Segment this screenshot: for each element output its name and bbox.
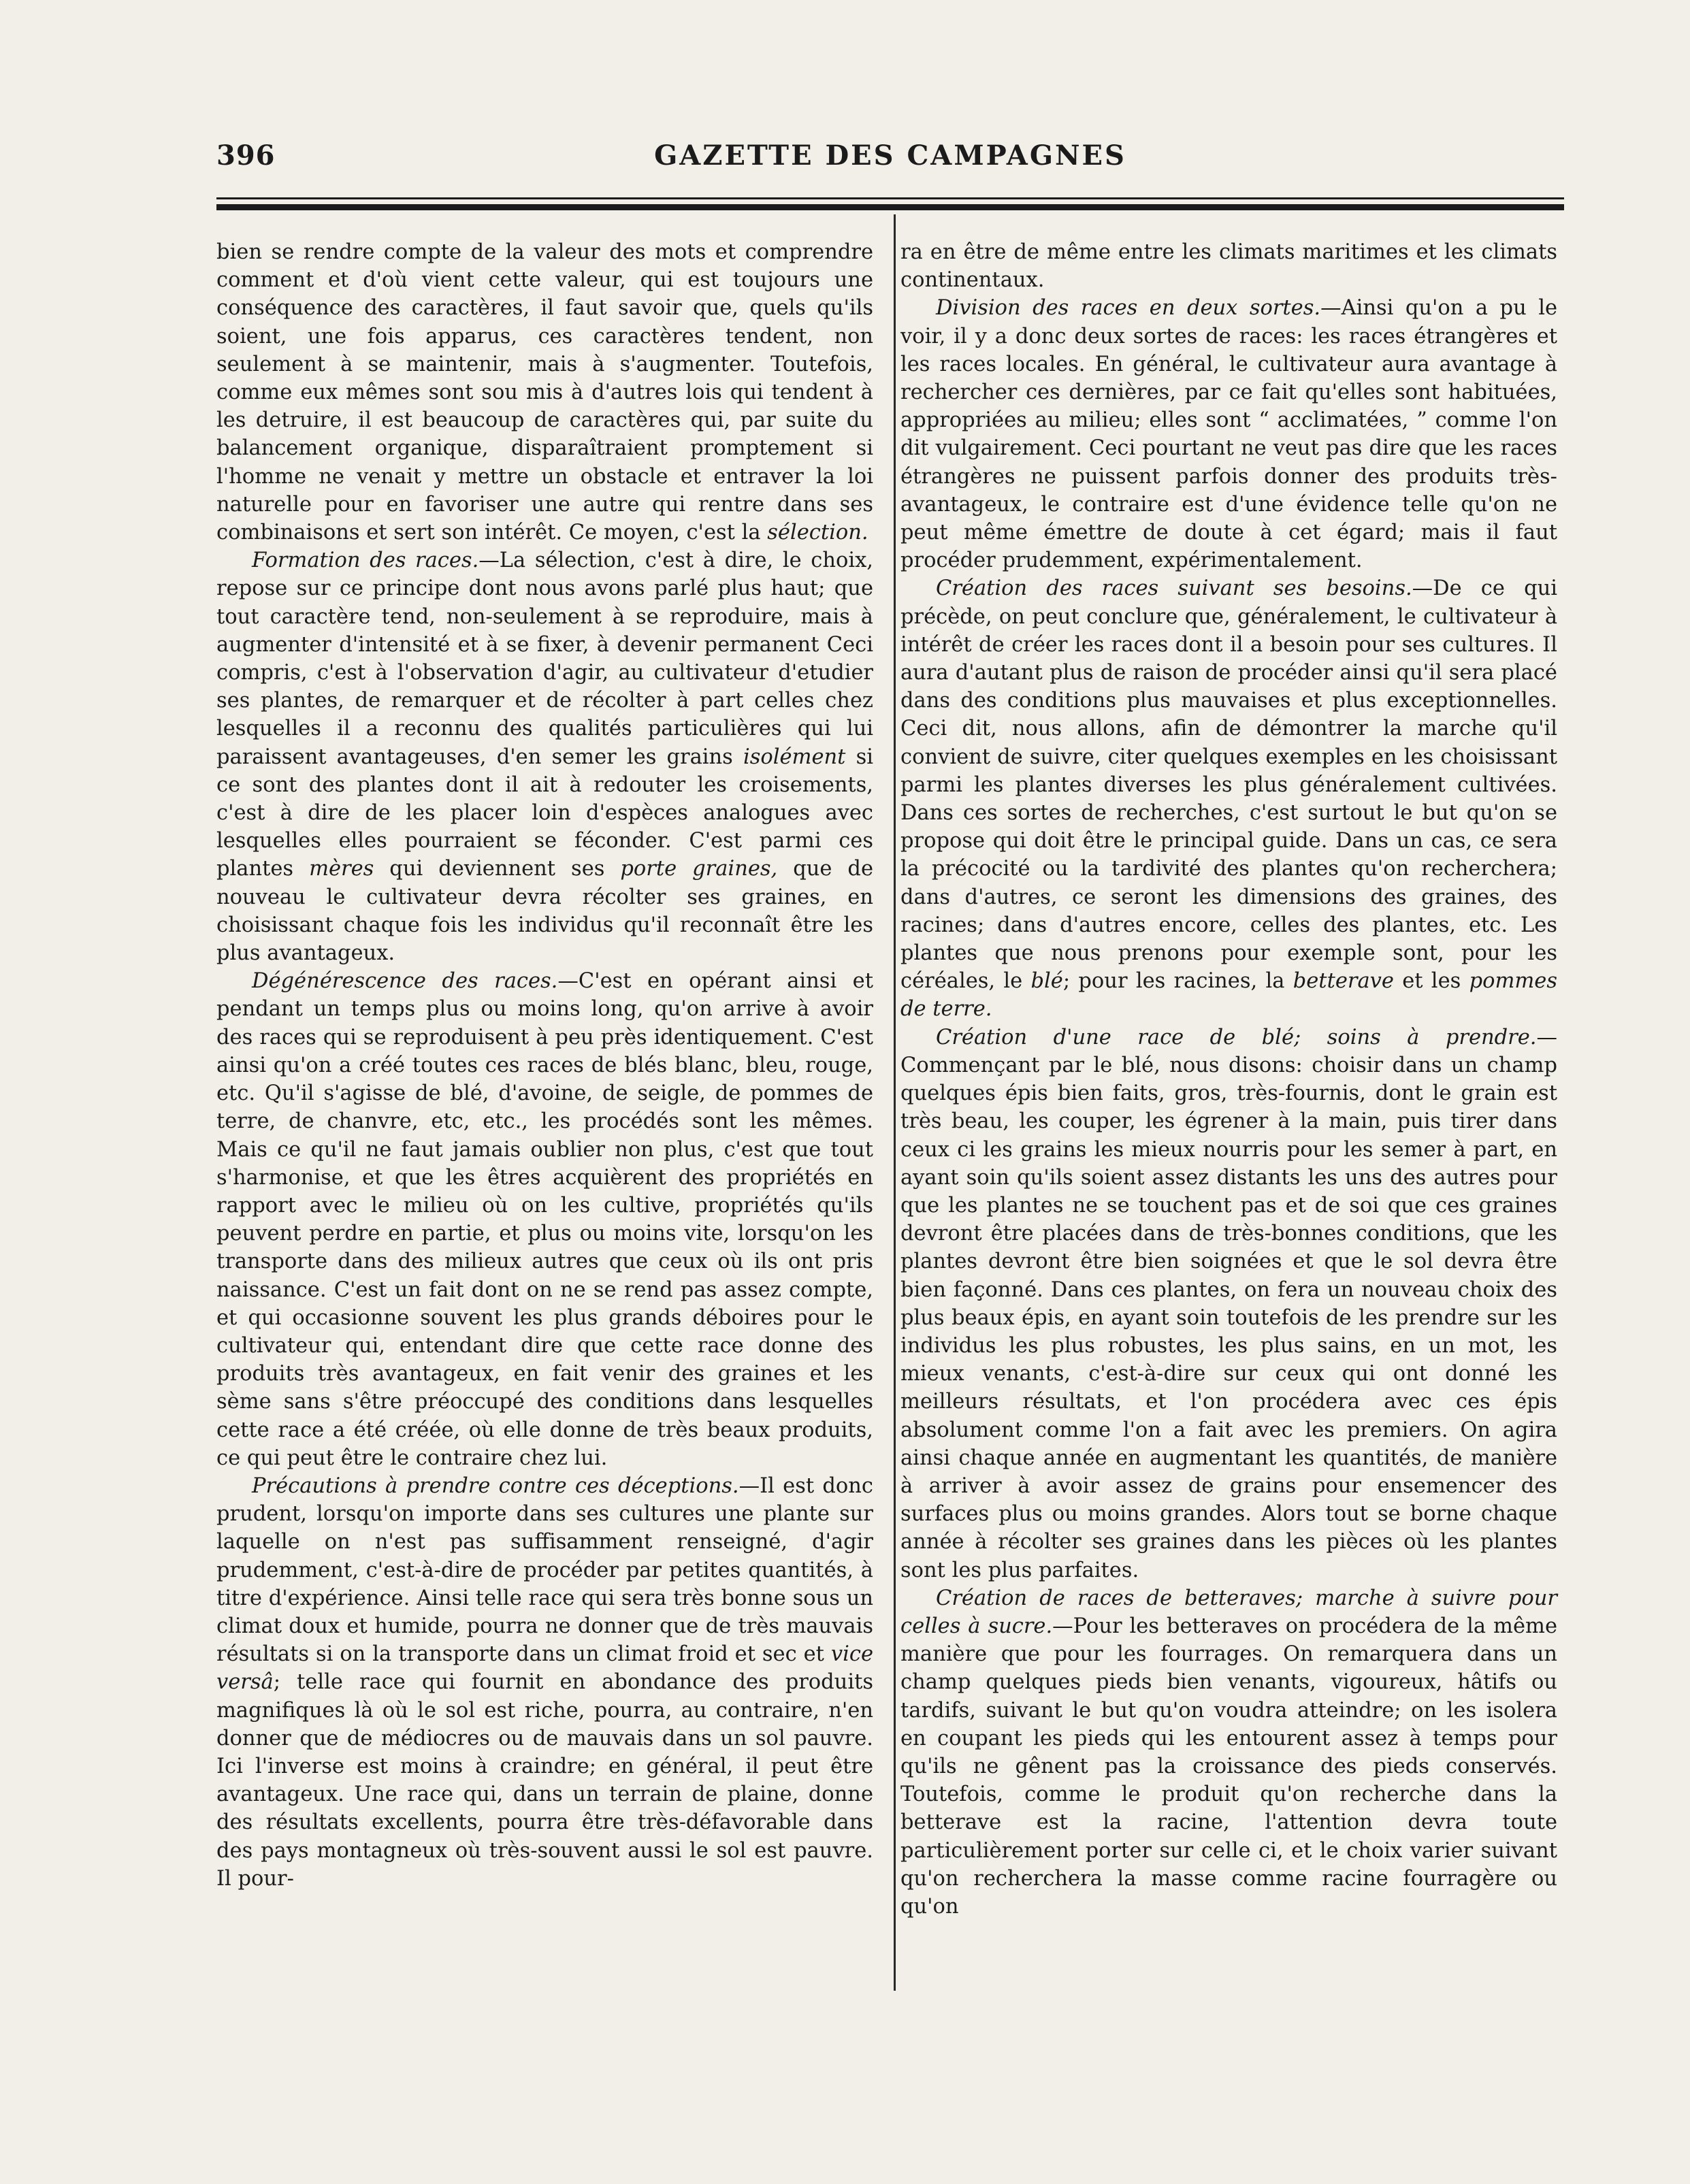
paragraph-text: ra en être de même entre les climats maritimes et les climats continentaux.: [900, 240, 1557, 293]
paragraph: [900, 294, 1557, 574]
paragraph-text: ; telle race qui fournit en abondance des produits magnifiques là où le sol est riche, pourra, au contraire, n'en donner que de médiocres ou de mauvais dans un sol pauvre. Ici l'inverse est moins à craindre; en général, il peut être avantageux. Une race qui, dans un terrain de plaine, donne des résultats excellents, pourra être très-défavorable dans des pays montagneux où très-souvent aussi le sol est pauvre. Il pour-: [216, 1670, 873, 1891]
emphasis-text: blé: [1030, 969, 1063, 994]
paragraph-text: si ce sont des plantes dont il ait à redouter les croisements, c'est à dire de les placer loin d'espèces analogues avec lesquelles elles pourraient se féconder. C'est parmi ces plantes: [216, 745, 873, 881]
emphasis-text: sélection.: [767, 521, 868, 545]
section-heading: Création d'une race de blé; soins à prendre.: [936, 1025, 1537, 1049]
emphasis-text: porte graines,: [620, 857, 778, 881]
emphasis-text: vice versâ: [216, 1642, 873, 1695]
page-header: [216, 140, 1564, 180]
left-column: [216, 238, 873, 1893]
section-heading: Précautions à prendre contre ces déceptions.: [252, 1473, 739, 1498]
paragraph: [900, 1584, 1557, 1921]
paragraph-text: qui deviennent ses: [374, 857, 621, 881]
paragraph: [216, 1472, 873, 1893]
paragraph: [216, 547, 873, 967]
section-heading: Création de races de betteraves; marche à suivre pour celles à sucre.: [900, 1586, 1557, 1638]
paragraph-text: —Il est donc prudent, lorsqu'on importe dans ses cultures une plante sur laquelle on n'est pas suffisamment renseigné, d'agir prudemment, c'est-à-dire de procéder par petites quantités, à titre d'expérience. Ainsi telle race qui sera très bonne sous un climat doux et humide, pourra ne donner que de très mauvais résultats si on la transporte dans un climat froid et sec et: [216, 1473, 873, 1667]
paragraph: [900, 1024, 1557, 1584]
section-heading: Formation des races.: [252, 549, 479, 573]
paragraph: [900, 574, 1557, 1023]
emphasis-text: mères: [309, 857, 374, 881]
journal-title: GAZETTE DES CAMPAGNES: [654, 140, 1126, 172]
section-heading: Dégénérescence des races.: [252, 969, 558, 994]
paragraph-text: —Pour les betteraves on procédera de la même manière que pour les fourrages. On remarquera dans un champ quelques pieds bien venants, vigoureux, hâtifs ou tardifs, suivant le but qu'on voudra atteindre; on les isolera en coupant les pieds qui les entourent assez à temps pour qu'ils ne gênent pas la croissance des pieds conservés. Toutefois, comme le produit qu'on recherche dans la betterave est la racine, l'attention devra toute particulièrement porter sur celle ci, et le choix varier suivant qu'on recherchera la masse comme racine fourragère ou qu'on: [900, 1614, 1557, 1919]
paragraph-text: —C'est en opérant ainsi et pendant un temps plus ou moins long, qu'on arrive à avoir des races qui se reproduisent à peu près identiquement. C'est ainsi qu'on a créé toutes ces races de blés blanc, bleu, rouge, etc. Qu'il s'agisse de blé, d'avoine, de seigle, de pommes de terre, de chanvre, etc, etc., les procédés sont les mêmes. Mais ce qu'il ne faut jamais oublier non plus, c'est que tout s'harmonise, et que les êtres acquièrent des propriétés en rapport avec le milieu où on les cultive, propriétés qu'ils peuvent perdre en partie, et plus ou moins vite, lorsqu'on les transporte dans des milieux autres que ceux où ils ont pris naissance. C'est un fait dont on ne se rend pas assez compte, et qui occasionne souvent les plus grands déboires pour le cultivateur qui, entendant dire que cette race donne des produits très avantageux, en fait venir des graines et les sème sans s'être préoccupé des conditions dans lesquelles cette race a été créée, où elle donne de très beaux produits, ce qui peut être le contraire chez lui.: [216, 969, 873, 1470]
emphasis-text: pommes de terre.: [900, 969, 1557, 1022]
section-heading: Division des races en deux sortes.: [936, 296, 1321, 321]
header-rule-thin: [216, 197, 1564, 199]
paragraph-text: —Commençant par le blé, nous disons: choisir dans un champ quelques épis bien faits, gros, très-fournis, dont le grain est très beau, les couper, les égrener à la main, puis tirer dans ceux ci les grains les mieux nourris pour les semer à part, en ayant soin qu'ils soient assez distants les uns des autres pour que les plantes ne se touchent pas et de soi que ces graines devront être placées dans de très-bonnes conditions, que les plantes devront être bien soignées et que le sol devra être bien façonné. Dans ces plantes, on fera un nouveau choix des plus beaux épis, en ayant soin toutefois de les prendre sur les individus les plus robustes, les plus sains, en un mot, les mieux venants, c'est-à-dire sur ceux qui ont donné les meilleurs résultats, et l'on procédera avec ces épis absolument comme l'on a fait avec les premiers. On agira ainsi chaque année en augmentant les quantités, de manière à arriver à avoir assez de grains pour ensemencer des surfaces plus ou moins grandes. Alors tout se borne chaque année à récolter ses graines dans les pièces où les plantes sont les plus parfaites.: [900, 1025, 1557, 1582]
paragraph-text: que de nouveau le cultivateur devra récolter ses graines, en choisissant chaque fois les individus qu'il reconnaît être les plus avantageux.: [216, 857, 873, 966]
column-divider: [894, 214, 896, 1991]
emphasis-text: betterave: [1293, 969, 1394, 994]
paragraph-text: bien se rendre compte de la valeur des mots et comprendre comment et d'où vient cette valeur, qui est toujours une conséquence des caractères, il faut savoir que, quels qu'ils soient, une fois apparus, ces caractères tendent, non seulement à se maintenir, mais à s'augmenter. Toutefois, comme eux mêmes sont sou mis à d'autres lois qui tendent à les detruire, il est beaucoup de caractères qui, par suite du balancement organique, disparaîtraient promptement si l'homme ne venait y mettre un obstacle et entraver la loi naturelle pour en favoriser une autre qui rentre dans ses combinaisons et sert son intérêt. Ce moyen, c'est la: [216, 240, 873, 545]
paragraph-text: —Ainsi qu'on a pu le voir, il y a donc deux sortes de races: les races étrangères et les races locales. En général, le cultivateur aura avantage à rechercher ces dernières, par ce fait qu'elles sont habituées, appropriées au milieu; elles sont “ acclimatées, ” comme l'on dit vulgairement. Ceci pourtant ne veut pas dire que les races étrangères ne puissent parfois donner des produits très-avantageux, le contraire est d'une évidence telle qu'on ne peut même émettre de doute à cet égard; mais il faut procéder prudemment, expérimentalement.: [900, 296, 1557, 573]
paragraph-text: ; pour les racines, la: [1062, 969, 1293, 994]
paragraph: [900, 238, 1557, 294]
emphasis-text: isolément: [743, 745, 846, 769]
paragraph-text: —La sélection, c'est à dire, le choix, repose sur ce principe dont nous avons parlé plus haut; que tout caractère tend, non-seulement à se reproduire, mais à augmenter d'intensité et à se fixer, à devenir permanent Ceci compris, c'est à l'observation d'agir, au cultivateur d'etudier ses plantes, de remarquer et de récolter à part celles chez lesquelles il a reconnu des qualités particulières qui lui paraissent avantageuses, d'en semer les grains: [216, 549, 873, 769]
paragraph: [216, 238, 873, 547]
paragraph-text: —De ce qui précède, on peut conclure que, généralement, le cultivateur à intérêt de créer les races dont il a besoin pour ses cultures. Il aura d'autant plus de raison de procéder ainsi qu'il sera placé dans des conditions plus mauvaises et plus exceptionnelles. Ceci dit, nous allons, afin de démontrer la marche qu'il convient de suivre, citer quelques exemples en les choisissant parmi les plantes diverses les plus généralement cultivées. Dans ces sortes de recherches, c'est surtout le but qu'on se propose qui doit être le principal guide. Dans un cas, ce sera la précocité ou la tardivité des plantes qu'on recherchera; dans d'autres, ce seront les dimensions des graines, des racines; dans d'autres encore, celles des plantes, etc. Les plantes que nous prenons pour exemple sont, pour les céréales, le: [900, 576, 1557, 994]
right-column: [900, 238, 1557, 1921]
paragraph: [216, 967, 873, 1472]
page-number: 396: [216, 140, 276, 172]
paragraph-text: et les: [1393, 969, 1469, 994]
section-heading: Création des races suivant ses besoins.: [936, 576, 1412, 601]
header-rule-thick: [216, 204, 1564, 210]
